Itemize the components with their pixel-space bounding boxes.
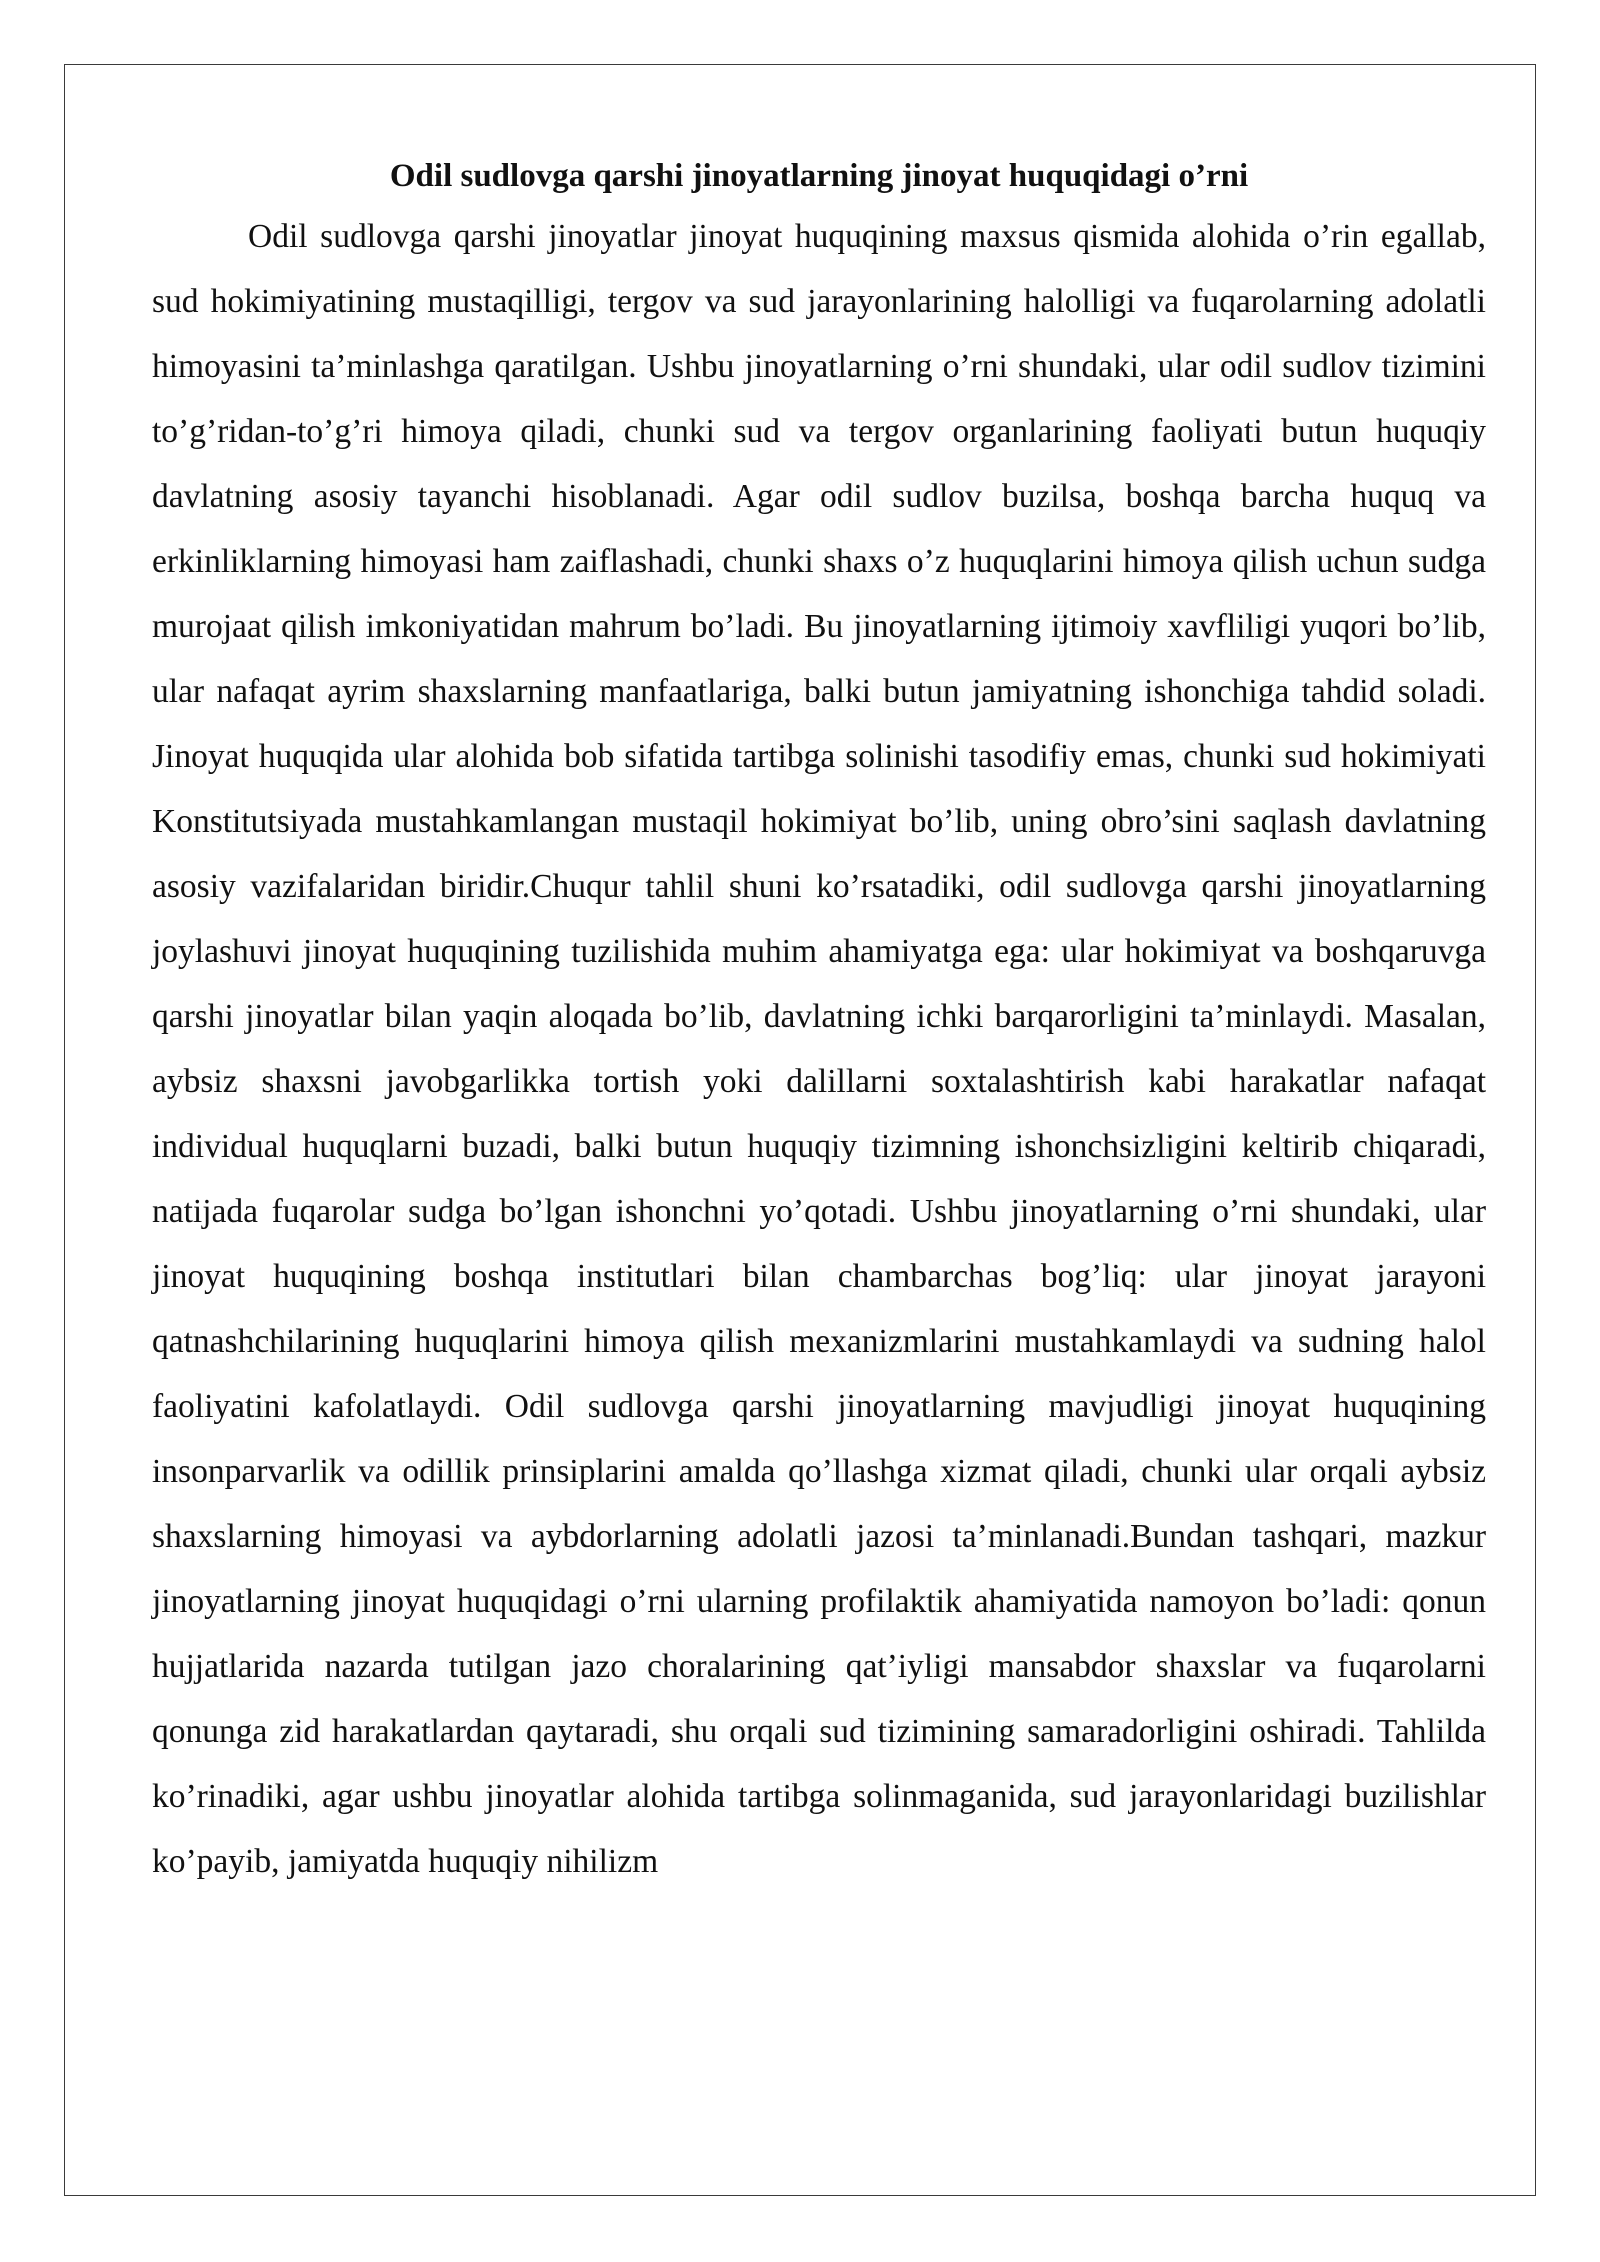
document-content <box>152 148 1486 1894</box>
body-paragraph: Odil sudlovga qarshi jinoyatlar jinoyat huquqining maxsus qismida alohida o’rin egallab, sud hokimiyatining mustaqilligi, tergov va sud jarayonlarining halolligi va fuqarolarning adolatli himoyasini ta’minlashga qaratilgan. Ushbu jinoyatlarning o’rni shundaki, ular odil sudlov tizimini to’g’ridan-to’g’ri himoya qiladi, chunki sud va tergov organlarining faoliyati butun huquqiy davlatning asosiy tayanchi hisoblanadi. Agar odil sudlov buzilsa, boshqa barcha huquq va erkinliklarning himoyasi ham zaiflashadi, chunki shaxs o’z huquqlarini himoya qilish uchun sudga murojaat qilish imkoniyatidan mahrum bo’ladi. Bu jinoyatlarning ijtimoiy xavfliligi yuqori bo’lib, ular nafaqat ayrim shaxslarning manfaatlariga, balki butun jamiyatning ishonchiga tahdid soladi. Jinoyat huquqida ular alohida bob sifatida tartibga solinishi tasodifiy emas, chunki sud hokimiyati Konstitutsiyada mustahkamlangan mustaqil hokimiyat bo’lib, uning obro’sini saqlash davlatning asosiy vazifalaridan biridir.Chuqur tahlil shuni ko’rsatadiki, odil sudlovga qarshi jinoyatlarning joylashuvi jinoyat huquqining tuzilishida muhim ahamiyatga ega: ular hokimiyat va boshqaruvga qarshi jinoyatlar bilan yaqin aloqada bo’lib, davlatning ichki barqarorligini ta’minlaydi. Masalan, aybsiz shaxsni javobgarlikka tortish yoki dalillarni soxtalashtirish kabi harakatlar nafaqat individual huquqlarni buzadi, balki butun huquqiy tizimning ishonchsizligini keltirib chiqaradi, natijada fuqarolar sudga bo’lgan ishonchni yo’qotadi. Ushbu jinoyatlarning o’rni shundaki, ular jinoyat huquqining boshqa institutlari bilan chambarchas bog’liq: ular jinoyat jarayoni qatnashchilarining huquqlarini himoya qilish mexanizmlarini mustahkamlaydi va sudning halol faoliyatini kafolatlaydi. Odil sudlovga qarshi jinoyatlarning mavjudligi jinoyat huquqining insonparvarlik va odillik prinsiplarini amalda qo’llashga xizmat qiladi, chunki ular orqali aybsiz shaxslarning himoyasi va aybdorlarning adolatli jazosi ta’minlanadi.Bundan tashqari, mazkur jinoyatlarning jinoyat huquqidagi o’rni ularning profilaktik ahamiyatida namoyon bo’ladi: qonun hujjatlarida nazarda tutilgan jazo choralarining qat’iyligi mansabdor shaxslar va fuqarolarni qonunga zid harakatlardan qaytaradi, shu orqali sud tizimining samaradorligini oshiradi. Tahlilda ko’rinadiki, agar ushbu jinoyatlar alohida tartibga solinmaganida, sud jarayonlaridagi buzilishlar ko’payib, jamiyatda huquqiy nihilizm <box>152 218 1486 1880</box>
document-title: Odil sudlovga qarshi jinoyatlarning jinoyat huquqidagi o’rni <box>389 158 1249 194</box>
